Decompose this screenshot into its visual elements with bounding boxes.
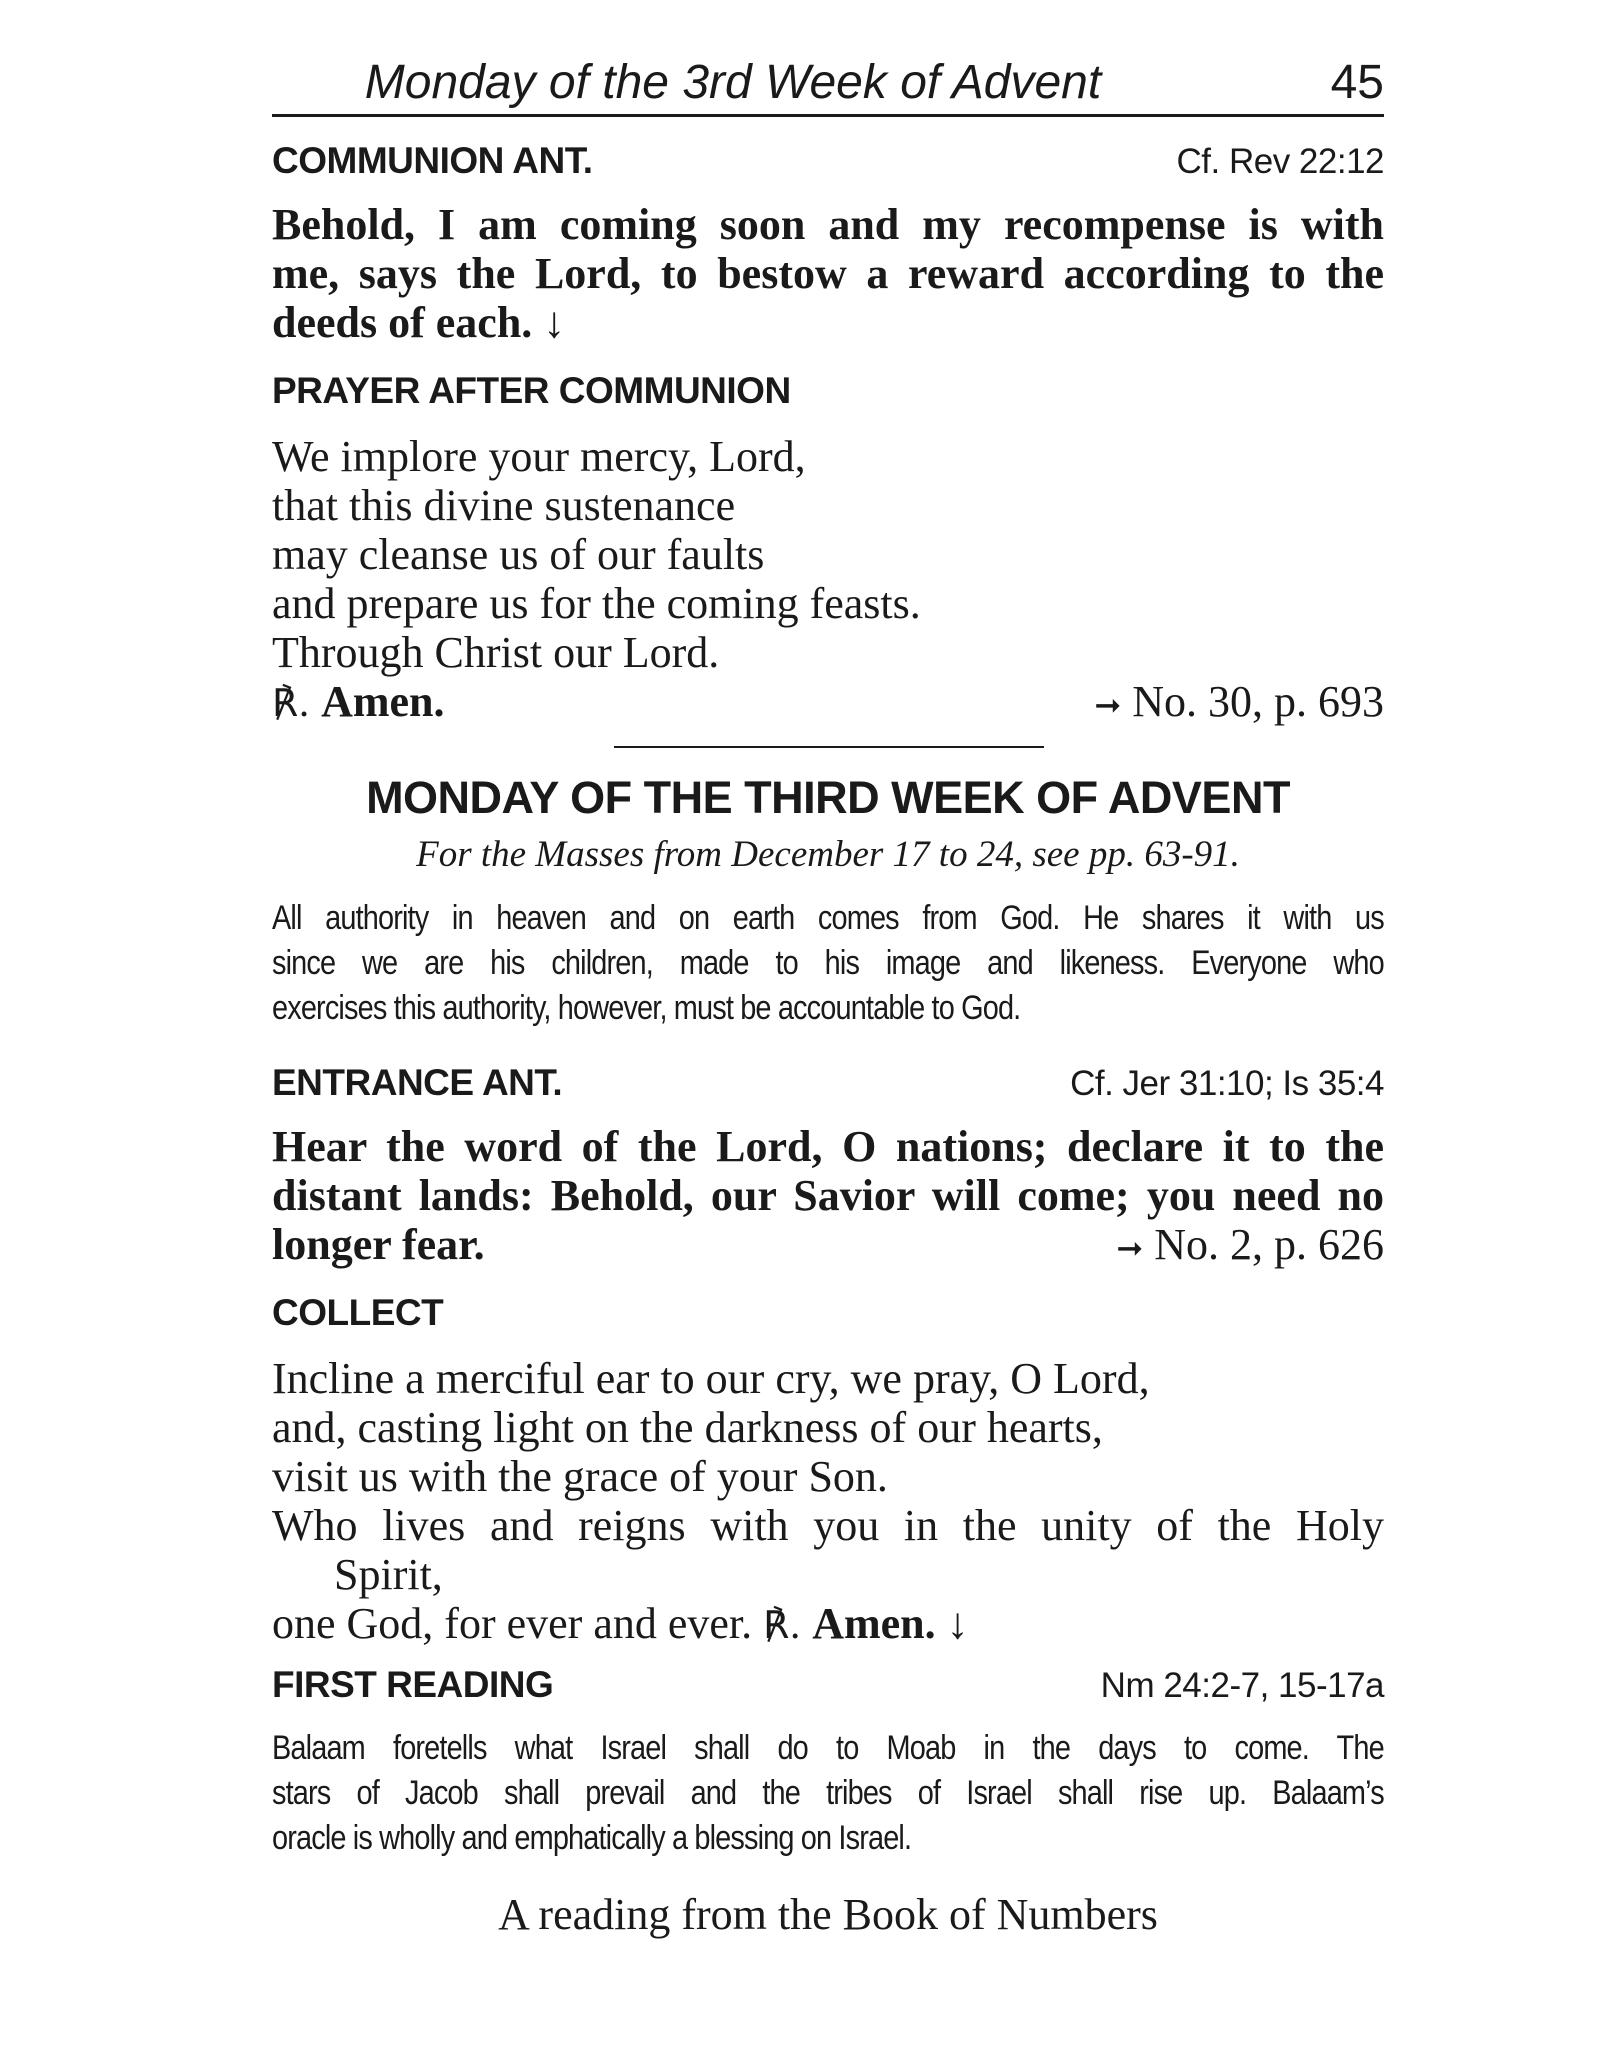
intro-line: since we are his children, made to his image and likeness. Everyone who [272, 944, 1384, 982]
intro-line: exercises this authority, however, must be accountable to God. [272, 989, 1021, 1027]
communion-antiphon-label: COMMUNION ANT. [272, 140, 593, 181]
collect-final-line [272, 1599, 1384, 1650]
entrance-antiphon-line: Hear the word of the Lord, O nations; declare it to the [272, 1122, 1384, 1171]
entrance-antiphon-heading [272, 1062, 1384, 1104]
response-amen: Amen. ↓ [812, 1599, 969, 1648]
entrance-antiphon-citation: Cf. Jer 31:10; Is 35:4 [1070, 1064, 1384, 1103]
prayer-after-communion-label: PRAYER AFTER COMMUNION [272, 370, 791, 411]
summary-line: stars of Jacob shall prevail and the tribes of Israel shall rise up. Balaam’s [272, 1774, 1384, 1812]
entrance-antiphon-line: distant lands: Behold, our Savior will come; you need no [272, 1171, 1384, 1220]
entrance-antiphon-label: ENTRANCE ANT. [272, 1062, 563, 1103]
entrance-antiphon-last-line [272, 1220, 1384, 1273]
reading-announcement: A reading from the Book of Numbers [498, 1890, 1158, 1939]
prayer-line: that this divine sustenance [272, 481, 736, 530]
prayer-line: and prepare us for the coming feasts. [272, 579, 921, 628]
intro-line: All authority in heaven and on earth comes from God. He shares it with us [272, 899, 1384, 937]
communion-antiphon-text [272, 200, 1384, 347]
collect-text [272, 1354, 1384, 1650]
entrance-antiphon-line: longer fear. [272, 1220, 485, 1269]
running-head-title: Monday of the 3rd Week of Advent [364, 56, 1102, 109]
communion-antiphon-line: me, says the Lord, to bestow a reward according to the [272, 249, 1384, 298]
response-symbol: ℟. [763, 1603, 802, 1647]
response-symbol: ℟. [272, 681, 311, 725]
first-reading-citation: Nm 24:2-7, 15-17a [1100, 1666, 1384, 1705]
collect-line: one God, for ever and ever. [272, 1599, 753, 1648]
collect-heading [272, 1292, 1384, 1334]
page-number: 45 [1330, 56, 1384, 109]
introduction [272, 896, 1384, 1031]
first-reading-heading [272, 1664, 1384, 1706]
collect-line: and, casting light on the darkness of our hearts, [272, 1403, 1103, 1452]
cross-reference: No. 2, p. 626 [1154, 1220, 1384, 1269]
entrance-antiphon-text [272, 1122, 1384, 1273]
collect-line: visit us with the grace of your Son. [272, 1452, 888, 1501]
prayer-response-line [272, 677, 1384, 730]
prayer-after-communion-heading [272, 370, 1384, 412]
first-reading-summary [272, 1726, 1384, 1861]
communion-antiphon-citation: Cf. Rev 22:12 [1176, 142, 1384, 181]
collect-line: Incline a merciful ear to our cry, we pray, O Lord, [272, 1354, 1150, 1403]
summary-line: oracle is wholly and emphatically a blessing on Israel. [272, 1819, 912, 1857]
collect-label: COLLECT [272, 1292, 444, 1333]
section-divider [614, 746, 1044, 748]
arrow-icon: ➞ [1094, 686, 1122, 724]
prayer-line: may cleanse us of our faults [272, 530, 765, 579]
cross-reference: No. 30, p. 693 [1132, 677, 1384, 726]
response-amen: Amen. [321, 677, 445, 726]
communion-antiphon-line: deeds of each. ↓ [272, 298, 566, 347]
running-head [272, 52, 1384, 117]
section-subtitle: For the Masses from December 17 to 24, see pp. 63-91. [416, 834, 1240, 875]
section-title: MONDAY OF THE THIRD WEEK OF ADVENT [366, 772, 1290, 823]
arrow-icon: ➞ [1116, 1229, 1144, 1267]
prayer-line: Through Christ our Lord. [272, 628, 720, 677]
collect-line: Spirit, [334, 1550, 443, 1599]
first-reading-label: FIRST READING [272, 1664, 554, 1705]
summary-line: Balaam foretells what Israel shall do to Moab in the days to come. The [272, 1729, 1384, 1767]
communion-antiphon-line: Behold, I am coming soon and my recompense is with [272, 200, 1384, 249]
prayer-line: We implore your mercy, Lord, [272, 432, 806, 481]
communion-antiphon-heading [272, 140, 1384, 182]
prayer-after-communion-text [272, 432, 1384, 730]
collect-line: Who lives and reigns with you in the unity of the Holy [272, 1501, 1384, 1550]
